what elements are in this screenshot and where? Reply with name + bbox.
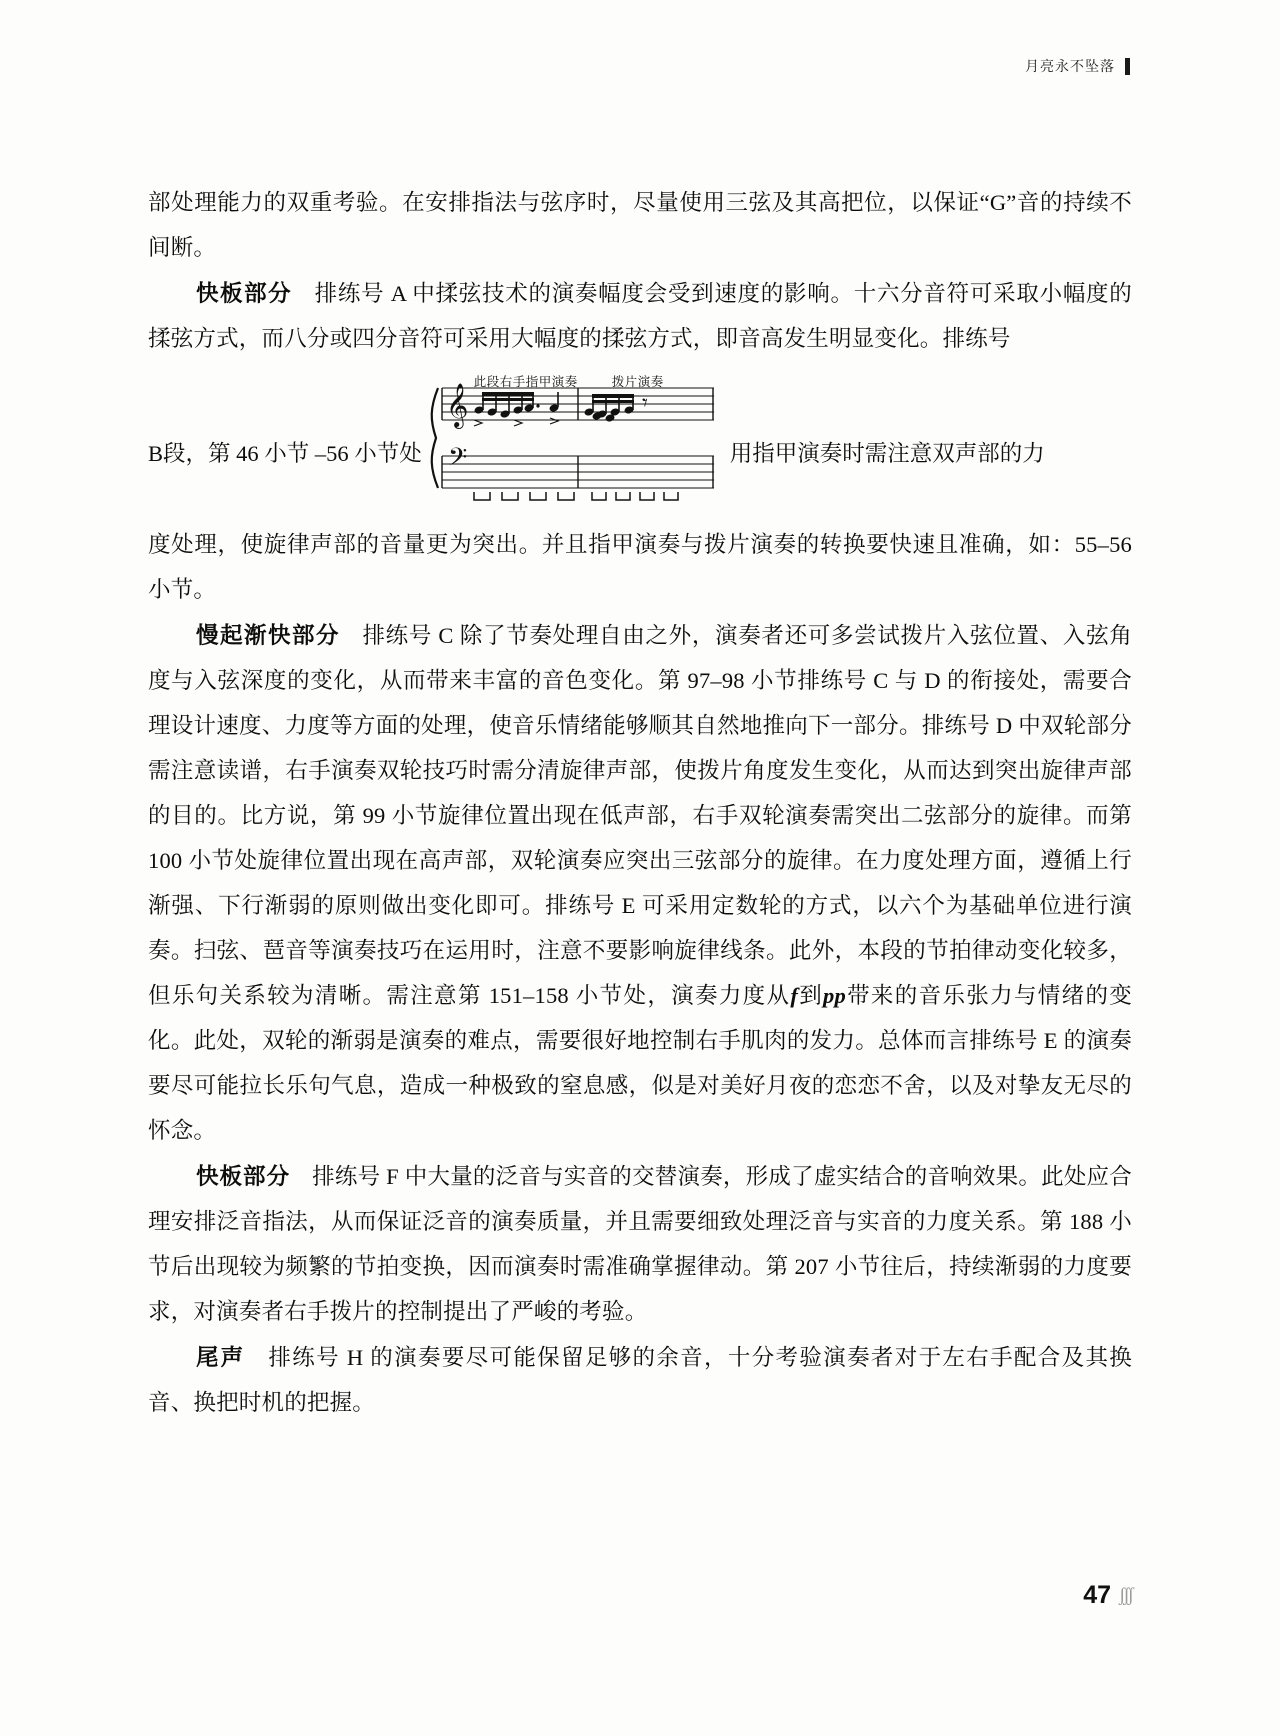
footer-ornament-icon: ʃʃʃ <box>1119 1584 1132 1606</box>
dynamic-pianissimo: pp <box>823 983 846 1008</box>
score-annotation-1: 此段右手指甲演奏 <box>473 375 578 389</box>
paragraph-5 <box>148 1154 1132 1334</box>
running-head-title: 月亮永不坠落 <box>1025 58 1115 74</box>
paragraph-6-text: 排练号 H 的演奏要尽可能保留足够的余音，十分考验演奏者对于左右手配合及其换音、换把时机的把握。 <box>148 1345 1132 1415</box>
music-score-figure <box>426 362 726 512</box>
svg-text:𝄞: 𝄞 <box>445 383 469 427</box>
paragraph-2-lead: 快板部分 <box>196 281 293 306</box>
svg-text:𝄢: 𝄢 <box>447 443 468 478</box>
score-figure-row <box>148 362 1132 522</box>
paragraph-4-text-b: 到 <box>798 983 824 1008</box>
paragraph-5-lead: 快板部分 <box>196 1164 291 1189</box>
svg-text:𝄾: 𝄾 <box>641 391 648 416</box>
paragraph-2 <box>148 271 1132 361</box>
running-head-bar-icon <box>1125 58 1130 75</box>
paragraph-4 <box>148 613 1132 1153</box>
dynamic-forte: f <box>790 983 799 1008</box>
paragraph-6 <box>148 1335 1132 1425</box>
body-content <box>148 180 1132 1426</box>
paragraph-3: 度处理，使旋律声部的音量更为突出。并且指甲演奏与拨片演奏的转换要快速且准确，如：55–56 小节。 <box>148 532 1132 602</box>
score-row-text-right: 用指甲演奏时需注意双声部的力 <box>729 441 1045 466</box>
paragraph-4-text-c: 带来的音乐张力与情绪的变化。此处，双轮的渐弱是演奏的难点，需要很好地控制右手肌肉的发力。总体而言排练号 E 的演奏要尽可能拉长乐句气息，造成一种极致的窒息感，似是对美好月夜的恋恋不舍，以及对挚友无尽的怀念。 <box>148 983 1133 1143</box>
page-number: 47 <box>1083 1581 1112 1609</box>
paragraph-4-text-a: 排练号 C 除了节奏处理自由之外，演奏者还可多尝试拨片入弦位置、入弦角度与入弦深度的变化，从而带来丰富的音色变化。第 97–98 小节排练号 C 与 D 的衔接处，需要合理设计速度、力度等方面的处理，使音乐情绪能够顺其自然地推向下一部分。排练号 D 中双轮部分需注意读谱，右手演奏双轮技巧时需分清旋律声部，使拨片角度发生变化，从而达到突出旋律声部的目的。比方说，第 99 小节旋律位置出现在低声部，右手双轮演奏需突出二弦部分的旋律。而第 100 小节处旋律位置出现在高声部，双轮演奏应突出三弦部分的旋律。在力度处理方面，遵循上行渐强、下行渐弱的原则做出变化即可。排练号 E 可采用定数轮的方式，以六个为基础单位进行演奏。扫弦、琶音等演奏技巧在运用时，注意不要影响旋律线条。此外，本段的节拍律动变化较多，但乐句关系较为清晰。需注意第 151–158 小节处，演奏力度从 <box>148 623 1132 1008</box>
score-row-text-left: B段，第 46 小节 –56 小节处 <box>148 441 422 466</box>
score-staff-svg <box>426 376 726 508</box>
paragraph-4-lead: 慢起渐快部分 <box>196 623 340 648</box>
paragraph-2-text: 排练号 A 中揉弦技术的演奏幅度会受到速度的影响。十六分音符可采取小幅度的揉弦方式，而八分或四分音符可采用大幅度的揉弦方式，即音高发生明显变化。排练号 <box>148 281 1132 351</box>
score-annotation-2: 拨片演奏 <box>611 375 664 389</box>
running-head <box>1025 56 1130 76</box>
paragraph-1: 部处理能力的双重考验。在安排指法与弦序时，尽量使用三弦及其高把位，以保证“G”音的持续不间断。 <box>148 190 1132 260</box>
paragraph-6-lead: 尾声 <box>196 1345 246 1370</box>
paragraph-5-text: 排练号 F 中大量的泛音与实音的交替演奏，形成了虚实结合的音响效果。此处应合理安排泛音指法，从而保证泛音的演奏质量，并且需要细致处理泛音与实音的力度关系。第 188 小节后出现较为频繁的节拍变换，因而演奏时需准确掌握律动。第 207 小节往后，持续渐弱的力度要求，对演奏者右手拨片的控制提出了严峻的考验。 <box>148 1164 1132 1324</box>
page-footer <box>1083 1581 1132 1610</box>
